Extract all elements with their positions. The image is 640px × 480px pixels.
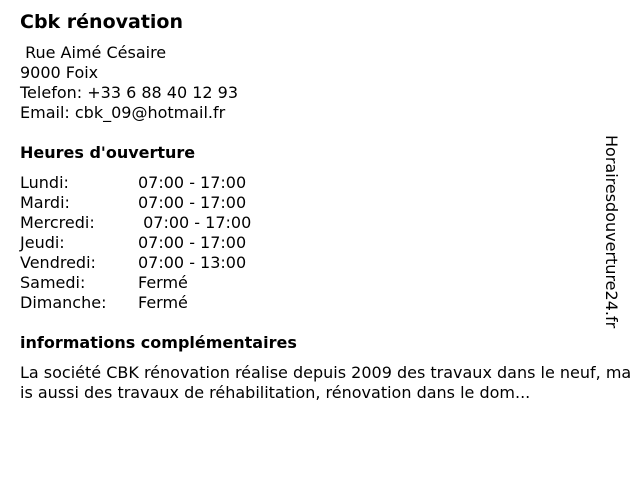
hours-time: Fermé	[138, 293, 188, 312]
hours-day: Jeudi:	[20, 233, 65, 252]
info-heading: informations complémentaires	[20, 333, 297, 352]
hours-table	[20, 173, 620, 313]
hours-row	[20, 233, 620, 253]
hours-row	[20, 193, 620, 213]
business-card	[20, 10, 632, 403]
address-block	[20, 43, 620, 123]
hours-row	[20, 213, 620, 233]
hours-time: 07:00 - 17:00	[138, 233, 247, 252]
address-street: Rue Aimé Césaire	[20, 43, 167, 62]
hours-time: 07:00 - 17:00	[138, 173, 247, 192]
hours-day: Samedi:	[20, 273, 86, 292]
hours-day: Vendredi:	[20, 253, 96, 272]
hours-time: Fermé	[138, 273, 188, 292]
address-city: 9000 Foix	[20, 63, 99, 82]
hours-time: 07:00 - 17:00	[138, 193, 247, 212]
hours-row	[20, 253, 620, 273]
hours-time: 07:00 - 17:00	[138, 213, 252, 232]
hours-day: Mercredi:	[20, 213, 95, 232]
site-watermark: Horairesdouverture24.fr	[602, 135, 621, 329]
hours-heading: Heures d'ouverture	[20, 143, 196, 162]
business-name: Cbk rénovation	[20, 11, 184, 33]
info-description: La société CBK rénovation réalise depuis 2009 des travaux dans le neuf, mais aussi des travaux de réhabilitation, rénovation dans le dom...	[20, 363, 632, 402]
hours-day: Dimanche:	[20, 293, 107, 312]
hours-day: Lundi:	[20, 173, 69, 192]
hours-time: 07:00 - 13:00	[138, 253, 247, 272]
hours-row	[20, 293, 620, 313]
hours-row	[20, 173, 620, 193]
email-line: Email: cbk_09@hotmail.fr	[20, 103, 226, 122]
hours-row	[20, 273, 620, 293]
hours-day: Mardi:	[20, 193, 70, 212]
phone-line: Telefon: +33 6 88 40 12 93	[20, 83, 239, 102]
